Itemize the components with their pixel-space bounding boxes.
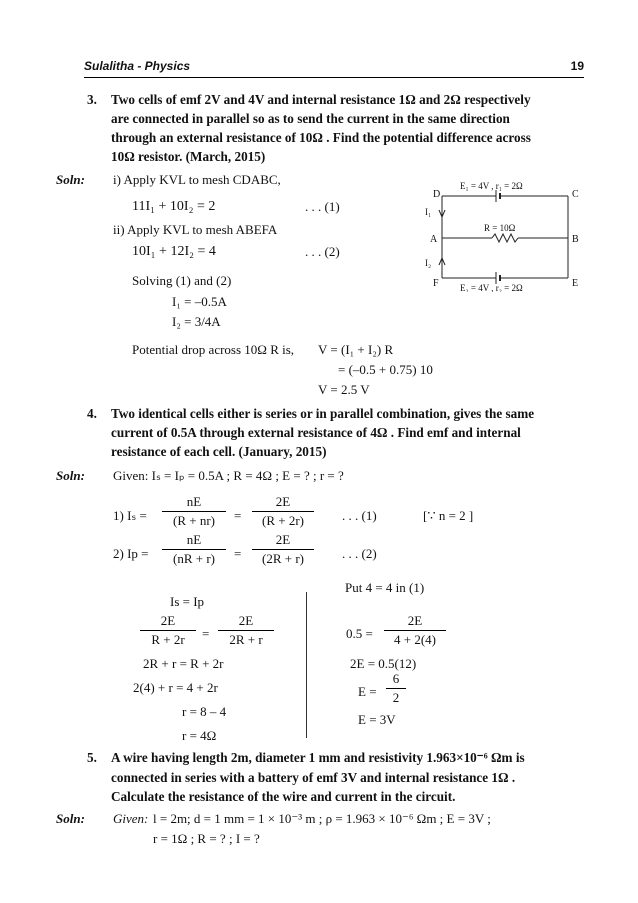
q4-eq2-frac-2-num: 2E	[275, 532, 291, 547]
q4-right-frac-1-num: 2E	[407, 613, 423, 628]
q5-given-line-1: l = 2m; d = 1 mm = 1 × 10⁻³ m ; ρ = 1.963 × 10⁻⁶ Ωm ; E = 3V ;	[153, 811, 491, 826]
q4-right-line-4: E = 3V	[358, 712, 396, 727]
q4-right-line-3-lhs: E =	[358, 684, 377, 699]
q4-eq2-frac-1-den: (nR + r)	[173, 551, 215, 566]
q5-line-3: Calculate the resistance of the wire and current in the circuit.	[111, 789, 456, 804]
q3-line-3: through an external resistance of 10Ω . Find the potential difference across	[111, 130, 531, 145]
q4-left-line-1: Is = Ip	[170, 594, 205, 609]
q4-left-equals: =	[202, 626, 210, 641]
q3-eq-2: 10I₁ + 12I₂ = 4	[132, 244, 216, 259]
q4-left-frac-2-den: 2R + r	[229, 632, 263, 647]
q3-pd-line-2: = (–0.5 + 0.75) 10	[338, 362, 433, 377]
q4-right-frac-2-num: 6	[392, 671, 400, 686]
q3-result-i2: I₂ = 3/4A	[172, 314, 221, 329]
page-header	[84, 56, 584, 78]
node-f-label: F	[433, 278, 439, 289]
q4-line-1: Two identical cells either is series or in parallel combination, gives the same	[111, 406, 535, 421]
q3-line-4: 10Ω resistor. (March, 2015)	[111, 149, 266, 164]
q4-left-frac-1-num: 2E	[160, 613, 176, 628]
q4-put-note: Put 4 = 4 in (1)	[345, 580, 425, 595]
current-i2-label: I₂	[425, 258, 432, 268]
q3-pd-line-3: V = 2.5 V	[318, 382, 370, 397]
q4-eq1-equals: =	[234, 508, 242, 523]
q3-soln-label: Soln:	[56, 172, 85, 187]
q3-step-2: ii) Apply KVL to mesh ABEFA	[113, 222, 278, 237]
q4-eq1-frac-2	[252, 494, 314, 529]
q4-eq2-frac-1-num: nE	[186, 532, 202, 547]
q3-line-2: are connected in parallel so as to send the current in the same direction	[111, 111, 510, 126]
resistor-label: R = 10Ω	[484, 223, 516, 233]
header-rule	[84, 77, 584, 78]
q4-eq1-frac-1	[162, 494, 226, 529]
q4-number: 4.	[87, 406, 97, 421]
q3-step-3: Solving (1) and (2)	[132, 273, 232, 288]
node-b-label: B	[572, 234, 579, 245]
q3-number: 3.	[87, 92, 97, 107]
node-c-label: C	[572, 189, 579, 200]
q5-number: 5.	[87, 750, 97, 765]
q4-left-line-5: r = 8 – 4	[182, 704, 227, 719]
q4-left-frac-1-den: R + 2r	[151, 632, 185, 647]
q3-step-1: i) Apply KVL to mesh CDABC,	[113, 172, 281, 187]
q4-eq1-tag: . . . (1)	[342, 508, 377, 523]
page-number: 19	[570, 59, 584, 73]
q4-right-frac-1	[384, 613, 446, 648]
cell-e1-label: E₁ = 4V , r₁ = 2Ω	[460, 181, 523, 191]
q4-soln-label: Soln:	[56, 468, 85, 483]
q4-eq2-frac-2-den: (2R + r)	[262, 551, 304, 566]
q4-line-2: current of 0.5A through external resistance of 4Ω . Find emf and internal	[111, 425, 521, 440]
q3-result-i1: I₁ = –0.5A	[172, 294, 227, 309]
q4-left-line-6: r = 4Ω	[182, 728, 217, 743]
q3-pd-line-1: V = (I₁ + I₂) R	[318, 342, 394, 357]
q4-eq1-frac-2-num: 2E	[275, 494, 291, 509]
q4-eq1-note: [∵ n = 2 ]	[423, 508, 474, 523]
current-i1-label: I₁	[425, 207, 432, 217]
q3-line-1: Two cells of emf 2V and 4V and internal resistance 1Ω and 2Ω respectively	[111, 92, 531, 107]
q4-left-frac-2	[218, 613, 274, 648]
resistor-r	[492, 234, 518, 242]
q4-line-3: resistance of each cell. (January, 2015)	[111, 444, 327, 459]
q4-given: Given: Iₛ = Iₚ = 0.5A ; R = 4Ω ; E = ? ; r = ?	[113, 468, 344, 483]
q4-right-frac-2	[386, 671, 406, 706]
q4-left-line-4: 2(4) + r = 4 + 2r	[133, 680, 218, 695]
book-title: Sulalitha - Physics	[84, 59, 191, 73]
q5-given-label: Given:	[113, 811, 149, 826]
circuit-diagram	[420, 180, 590, 292]
q3-pd-label: Potential drop across 10Ω R is,	[132, 342, 295, 357]
q4-eq1-label: 1) Iₛ =	[113, 508, 147, 523]
q4-eq2-frac-2	[252, 532, 314, 567]
q3-eq-1: 11I₁ + 10I₂ = 2	[132, 199, 216, 214]
node-d-label: D	[433, 189, 441, 200]
q4-left-frac-2-num: 2E	[238, 613, 254, 628]
q4-right-frac-2-den: 2	[392, 690, 400, 705]
node-e-label: E	[572, 278, 579, 289]
q4-eq1-frac-2-den: (R + 2r)	[262, 513, 304, 528]
q4-eq1-frac-1-num: nE	[186, 494, 202, 509]
q4-left-frac-1	[140, 613, 196, 648]
q4-eq2-tag: . . . (2)	[342, 546, 377, 561]
q5-line-1: A wire having length 2m, diameter 1 mm and resistivity 1.963×10⁻⁶ Ωm is	[111, 750, 525, 765]
column-divider	[306, 592, 307, 738]
q5-line-2: connected in series with a battery of emf 3V and internal resistance 1Ω .	[111, 770, 516, 785]
q4-eq1-frac-1-den: (R + nr)	[173, 513, 215, 528]
q4-eq2-equals: =	[234, 546, 242, 561]
q3-eq-1-tag: . . . (1)	[305, 199, 340, 214]
q4-eq2-frac-1	[162, 532, 226, 567]
cell-e2-label: E₂ = 4V , r₂ = 2Ω	[460, 283, 523, 292]
q4-left-line-3: 2R + r = R + 2r	[143, 656, 224, 671]
q4-right-frac-1-den: 4 + 2(4)	[394, 632, 436, 647]
q4-right-line-2: 2E = 0.5(12)	[350, 656, 417, 671]
q5-soln-label: Soln:	[56, 811, 85, 826]
q4-eq2-label: 2) Ip =	[113, 546, 149, 561]
q5-given-line-2: r = 1Ω ; R = ? ; I = ?	[153, 831, 260, 846]
q4-right-line-1-lhs: 0.5 =	[346, 626, 373, 641]
node-a-label: A	[430, 234, 438, 245]
q3-eq-2-tag: . . . (2)	[305, 244, 340, 259]
